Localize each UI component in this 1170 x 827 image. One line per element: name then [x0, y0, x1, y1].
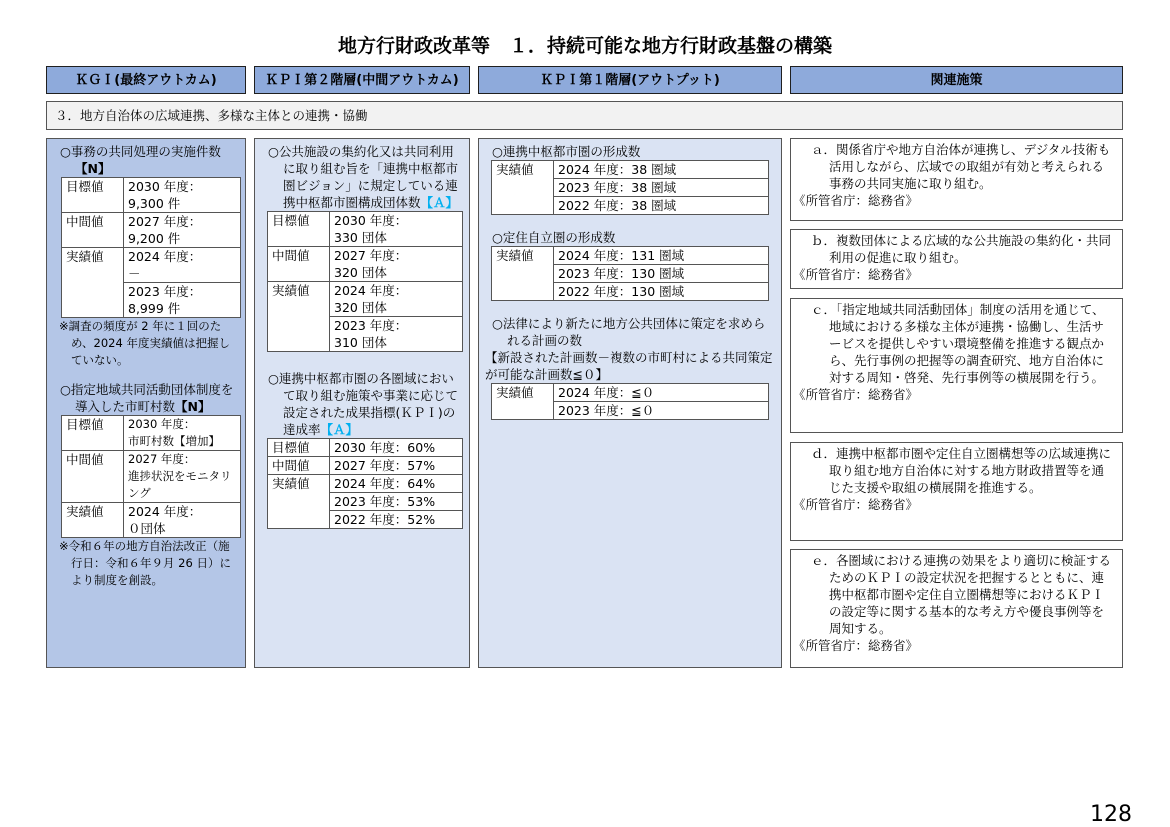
row-value: 2024 年度：131 圏域: [554, 247, 769, 265]
kgi-item2-title: [59, 381, 241, 415]
measure-c: [790, 298, 1123, 433]
kpi1-item1-title: ○連携中枢都市圏の形成数: [492, 144, 641, 159]
header-kpi2: ＫＰＩ第２階層(中間アウトカム): [254, 66, 470, 94]
row-value: 2023 年度：130 圏域: [554, 265, 769, 283]
measure-a: [790, 138, 1123, 221]
row-label: 中間値: [62, 451, 124, 503]
row-value: 2030 年度：60%: [330, 439, 463, 457]
row-value: 2024 年度： －: [124, 248, 241, 283]
row-label: 目標値: [62, 416, 124, 451]
table-row: [62, 451, 241, 503]
header-kgi: ＫＧＩ(最終アウトカム): [46, 66, 246, 94]
kgi-item2-table: [61, 415, 241, 538]
kgi-item2-mark: 【N】: [175, 399, 211, 414]
kpi2-item2-mark: 【Ａ】: [320, 422, 359, 437]
row-value: 2027 年度：57%: [330, 457, 463, 475]
kpi2-item2-title-text: ○連携中枢都市圏の各圏域において取り組む施策や事業に応じて設定された成果指標(ＫＰＩ)の達成率: [268, 371, 459, 437]
table-row: [62, 248, 241, 283]
kgi-item2-title-text: ○指定地域共同活動団体制度を導入した市町村数: [60, 382, 234, 414]
kpi2-item1-title-text: ○公共施設の集約化又は共同利用に取り組む旨を「連携中枢都市圏ビジョン」に規定している連携中枢都市圏構成団体数: [268, 144, 459, 210]
measure-d-ministry: 《所管省庁：総務省》: [793, 497, 919, 512]
row-label: 中間値: [268, 457, 330, 475]
kpi1-column: [478, 138, 782, 668]
row-value: 2023 年度： 310 団体: [330, 317, 463, 352]
row-label: 目標値: [268, 439, 330, 457]
kpi2-item2-title: [267, 370, 463, 438]
table-row: [268, 212, 463, 247]
measure-a-ministry: 《所管省庁：総務省》: [793, 193, 919, 208]
row-value: 2024 年度：38 圏域: [554, 161, 769, 179]
table-row: [492, 161, 769, 179]
row-value: 2022 年度：52%: [330, 511, 463, 529]
kgi-item1-title: [59, 143, 241, 177]
table-row: [492, 384, 769, 402]
measure-d-text: ｄ．連携中枢都市圏や定住自立圏構想等の広域連携に取り組む地方自治体に対する地方財政措置等を通じた支援や取組の横展開を推進する。: [811, 446, 1112, 495]
row-label: 実績値: [62, 503, 124, 538]
page-number: 128: [1090, 802, 1132, 827]
row-label: 中間値: [62, 213, 124, 248]
kgi-item1-mark: 【N】: [75, 161, 111, 176]
row-label: 目標値: [268, 212, 330, 247]
kpi1-item3-subtitle: 【新設された計画数－複数の市町村による共同策定が可能な計画数≦０】: [485, 350, 773, 382]
row-label: 目標値: [62, 178, 124, 213]
table-row: [492, 247, 769, 265]
row-value: 2023 年度：53%: [330, 493, 463, 511]
table-row: [62, 503, 241, 538]
kpi2-item1-mark: 【Ａ】: [420, 195, 459, 210]
table-row: [268, 282, 463, 317]
row-value: 2022 年度：130 圏域: [554, 283, 769, 301]
measure-a-text: ａ．関係省庁や地方自治体が連携し、デジタル技術も活用しながら、広域での取組が有効と考えられる事務の共同実施に取り組む。: [811, 142, 1111, 191]
kgi-item2-note: ※令和６年の地方自治法改正（施行日：令和６年９月 26 日）により制度を創設。: [59, 539, 231, 587]
kgi-item1-title-text: ○事務の共同処理の実施件数: [60, 144, 221, 159]
table-row: [62, 178, 241, 213]
row-value: 2023 年度：38 圏域: [554, 179, 769, 197]
row-label: 実績値: [492, 161, 554, 215]
kpi2-item1-table: [267, 211, 463, 352]
row-value: 2027 年度： 9,200 件: [124, 213, 241, 248]
row-value: 2030 年度： 市町村数【増加】: [124, 416, 241, 451]
measure-e-ministry: 《所管省庁：総務省》: [793, 638, 919, 653]
row-value: 2030 年度： 9,300 件: [124, 178, 241, 213]
row-value: 2023 年度：≦０: [554, 402, 769, 420]
kpi2-item1-title: [267, 143, 463, 211]
table-row: [268, 457, 463, 475]
kgi-column: [46, 138, 246, 668]
kpi1-item3-table: [491, 383, 769, 420]
header-measures: 関連施策: [790, 66, 1123, 94]
row-value: 2022 年度：38 圏域: [554, 197, 769, 215]
kpi2-item2-table: [267, 438, 463, 529]
table-row: [62, 416, 241, 451]
table-row: [268, 475, 463, 493]
measure-c-ministry: 《所管省庁：総務省》: [793, 387, 919, 402]
row-value: 2027 年度： 320 団体: [330, 247, 463, 282]
kpi1-item3-title: ○法律により新たに地方公共団体に策定を求められる計画の数: [492, 316, 766, 348]
row-label: 中間値: [268, 247, 330, 282]
kgi-item1-table: [61, 177, 241, 318]
measure-b-text: ｂ．複数団体による広域的な公共施設の集約化・共同利用の促進に取り組む。: [811, 233, 1112, 265]
measure-b-ministry: 《所管省庁：総務省》: [793, 267, 919, 282]
measure-e: [790, 549, 1123, 668]
table-row: [62, 213, 241, 248]
row-value: 2030 年度： 330 団体: [330, 212, 463, 247]
row-value: 2024 年度：64%: [330, 475, 463, 493]
kpi2-column: [254, 138, 470, 668]
row-label: 実績値: [492, 247, 554, 301]
measure-c-text: ｃ．「指定地域共同活動団体」制度の活用を通じて、地域における多様な主体が連携・協働し、生活サービスを提供しやすい環境整備を推進する観点から、先行事例の把握等の調査研究、地方自治体に対する周知・啓発、先行事例等の横展開を行う。: [811, 302, 1105, 385]
measure-b: [790, 229, 1123, 289]
row-value: 2027 年度： 進捗状況をモニタリング: [124, 451, 241, 503]
table-row: [268, 439, 463, 457]
kgi-item1-note: ※調査の頻度が 2 年に１回のため、2024 年度実績値は把握していない。: [59, 319, 230, 367]
row-value: 2023 年度： 8,999 件: [124, 283, 241, 318]
page-title: 地方行財政改革等 １．持続可能な地方行財政基盤の構築: [337, 35, 832, 57]
kpi1-item1-table: [491, 160, 769, 215]
section-heading: ３．地方自治体の広域連携、多様な主体との連携・協働: [46, 101, 1123, 130]
kpi1-item2-title: ○定住自立圏の形成数: [492, 230, 616, 245]
row-value: 2024 年度： ０団体: [124, 503, 241, 538]
table-row: [268, 247, 463, 282]
row-label: 実績値: [268, 475, 330, 529]
row-value: 2024 年度： 320 団体: [330, 282, 463, 317]
measure-e-text: ｅ．各圏域における連携の効果をより適切に検証するためのＫＰＩの設定状況を把握するとともに、連携中枢都市圏や定住自立圏構想等におけるＫＰＩの設定等に関する基本的な考え方や優良事例等を周知する。: [811, 553, 1112, 636]
measure-d: [790, 442, 1123, 541]
kpi1-item2-table: [491, 246, 769, 301]
row-label: 実績値: [268, 282, 330, 352]
row-value: 2024 年度：≦０: [554, 384, 769, 402]
row-label: 実績値: [492, 384, 554, 420]
row-label: 実績値: [62, 248, 124, 318]
header-kpi1: ＫＰＩ第１階層(アウトプット): [478, 66, 782, 94]
